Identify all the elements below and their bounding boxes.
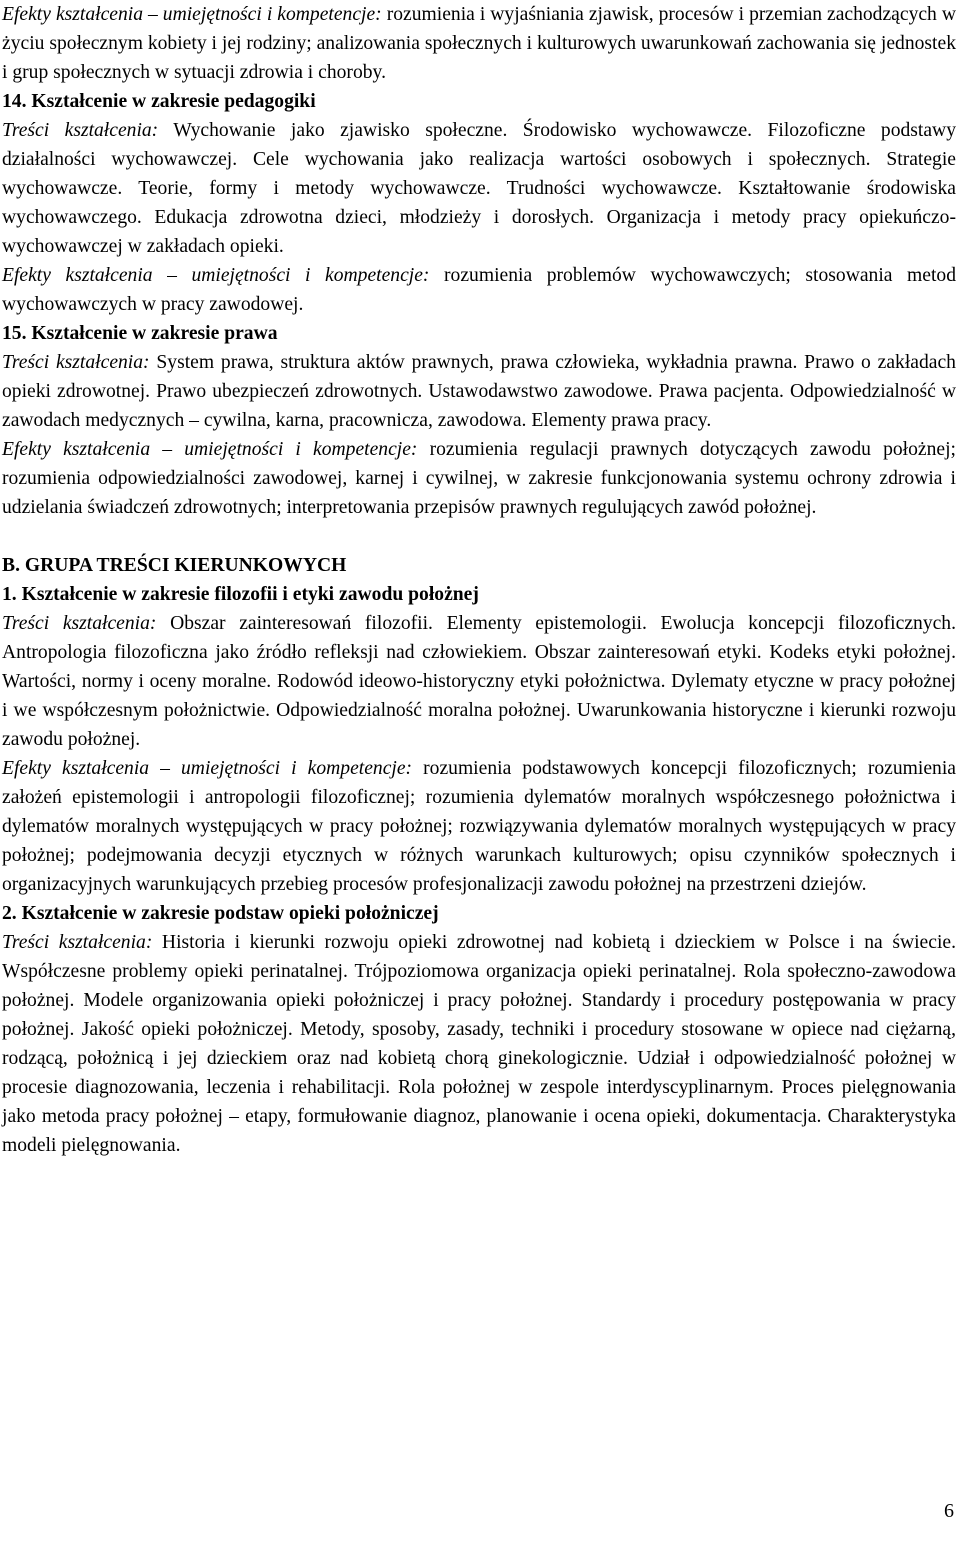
effects-label: Efekty kształcenia – umiejętności i kompetencje: [2,758,413,779]
content-label: Treści kształcenia: [2,120,159,141]
blank-line [2,522,956,551]
effects-label: Efekty kształcenia – umiejętności i kompetencje: [2,439,418,460]
content-label: Treści kształcenia: [2,352,150,373]
content-label: Treści kształcenia: [2,932,153,953]
page-number: 6 [944,1500,954,1522]
section-14-content-paragraph [2,116,956,261]
section-15-content-paragraph [2,348,956,435]
document-page [2,0,956,1160]
section-14-effects-paragraph [2,261,956,319]
section-b2-heading: 2. Kształcenie w zakresie podstaw opieki położniczej [2,903,439,924]
section-15-effects-paragraph [2,435,956,522]
intro-effects-paragraph [2,0,956,87]
effects-label: Efekty kształcenia – umiejętności i kompetencje: [2,265,430,286]
section-b2-content-paragraph [2,928,956,1160]
content-text: Wychowanie jako zjawisko społeczne. Środowisko wychowawcze. Filozoficzne podstawy działalności wychowawczej. Cele wychowania jako realizacja wartości osobowych i społecznych. Strategie wychowawcze. Teorie, formy i metody wychowawcze. Trudności wychowawcze. Kształtowanie środowiska wychowawczego. Edukacja zdrowotna dzieci, młodzieży i dorosłych. Organizacja i metody pracy opiekuńczo-wychowawczej w zakładach opieki. [2,120,956,257]
effects-text: rozumienia problemów wychowawczych; stosowania metod wychowawczych w pracy zawodowej. [2,265,956,315]
effects-text: rozumienia regulacji prawnych dotyczących zawodu położnej; rozumienia odpowiedzialności zawodowej, karnej i cywilnej, w zakresie funkcjonowania systemu ochrony zdrowia i udzielania świadczeń zdrowotnych; interpretowania przepisów prawnych regulujących zawód położnej. [2,439,956,518]
section-15-heading: 15. Kształcenie w zakresie prawa [2,323,278,344]
section-b1-heading: 1. Kształcenie w zakresie filozofii i etyki zawodu położnej [2,584,479,605]
content-label: Treści kształcenia: [2,613,157,634]
section-b1-content-paragraph [2,609,956,754]
group-b-heading: B. GRUPA TREŚCI KIERUNKOWYCH [2,555,347,576]
content-text: Obszar zainteresowań filozofii. Elementy epistemologii. Ewolucja koncepcji filozoficznych. Antropologia filozoficzna jako źródło refleksji nad człowiekiem. Obszar zainteresowań etyki. Kodeks etyki położnej. Wartości, normy i oceny moralne. Rodowód ideowo-historyczny etyki położnictwa. Dylematy etyczne w pracy położnej i we współczesnym położnictwie. Odpowiedzialność moralna położnej. Uwarunkowania historyczne i kierunki rozwoju zawodu położnej. [2,613,957,750]
content-text: System prawa, struktura aktów prawnych, prawa człowieka, wykładnia prawna. Prawo o zakładach opieki zdrowotnej. Prawo ubezpieczeń zdrowotnych. Ustawodawstwo zawodowe. Prawa pacjenta. Odpowiedzialność w zawodach medycznych – cywilna, karna, pracownicza, zawodowa. Elementy prawa pracy. [2,352,956,431]
effects-label: Efekty kształcenia – umiejętności i kompetencje: [2,4,382,25]
section-14-heading: 14. Kształcenie w zakresie pedagogiki [2,91,316,112]
effects-text: rozumienia i wyjaśniania zjawisk, procesów i przemian zachodzących w życiu społecznym kobiety i jej rodziny; analizowania społecznych i kulturowych uwarunkowań zachowania się jednostek i grup społecznych w sytuacji zdrowia i choroby. [2,4,956,83]
content-text: Historia i kierunki rozwoju opieki zdrowotnej nad kobietą i dzieckiem w Polsce i na świecie. Współczesne problemy opieki perinatalnej. Trójpoziomowa organizacja opieki perinatalnej. Rola społeczno-zawodowa położnej. Modele organizowania opieki położniczej i pracy położnej. Standardy i procedury postępowania w pracy położnej. Jakość opieki położniczej. Metody, sposoby, zasady, techniki i procedury stosowane w opiece nad ciężarną, rodzącą, położnicą i jej dzieckiem oraz nad kobietą chorą ginekologicznie. Udział i odpowiedzialność położnej w procesie diagnozowania, leczenia i rehabilitacji. Rola położnej w zespole interdyscyplinarnym. Proces pielęgnowania jako metoda pracy położnej – etapy, formułowanie diagnoz, planowanie i ocena opieki, dokumentacja. Charakterystyka modeli pielęgnowania. [2,932,956,1156]
effects-text: rozumienia podstawowych koncepcji filozoficznych; rozumienia założeń epistemologii i antropologii filozoficznej; rozumienia dylematów moralnych współczesnego położnictwa i dylematów moralnych występujących w pracy położnej; rozwiązywania dylematów moralnych występujących w pracy położnej; podejmowania decyzji etycznych w różnych warunkach kulturowych; opisu czynników społecznych i organizacyjnych warunkujących przebieg procesów profesjonalizacji zawodu położnej na przestrzeni dziejów. [2,758,956,895]
section-b1-effects-paragraph [2,754,956,899]
